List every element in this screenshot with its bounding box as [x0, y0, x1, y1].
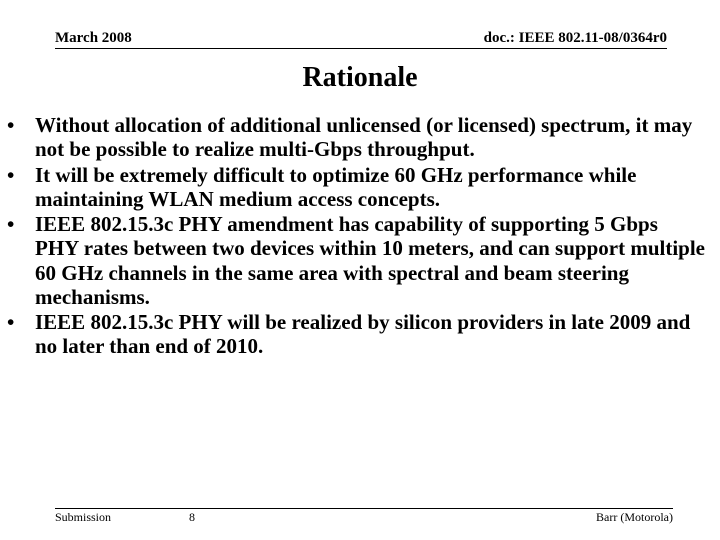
footer-submission: Submission — [55, 510, 112, 524]
bullet-text: Without allocation of additional unlicensed (or licensed) spectrum, it may not be possible to realize multi-Gbps throughput. — [35, 113, 693, 162]
bullet-icon: • — [7, 310, 15, 335]
bullet-item — [0, 310, 720, 358]
header-doc-id: doc.: IEEE 802.11-08/0364r0 — [483, 30, 667, 46]
page-number: 8 — [189, 510, 195, 524]
bullet-icon: • — [7, 162, 15, 187]
bullet-text: IEEE 802.15.3c PHY will be realized by silicon providers in late 2009 and no later than end of 2010. — [35, 310, 691, 359]
footer-author: Barr (Motorola) — [596, 510, 673, 524]
bullet-item — [0, 163, 720, 211]
bullet-icon: • — [7, 113, 15, 137]
bullet-item — [0, 212, 720, 309]
header-date: March 2008 — [55, 30, 132, 46]
bullet-text: It will be extremely difficult to optimize 60 GHz performance while maintaining WLAN medium access concepts. — [35, 162, 637, 211]
bullet-icon: • — [7, 212, 15, 237]
slide-title: Rationale — [302, 62, 418, 93]
bullet-text: IEEE 802.15.3c PHY amendment has capability of supporting 5 Gbps PHY rates between two devices within 10 meters, and can support multiple 60 GHz channels in the same area with spectral and beam steering mechanisms. — [35, 212, 706, 309]
slide-header — [55, 28, 667, 49]
bullet-list — [0, 113, 720, 360]
slide-footer — [55, 508, 673, 529]
bullet-item — [0, 113, 720, 161]
